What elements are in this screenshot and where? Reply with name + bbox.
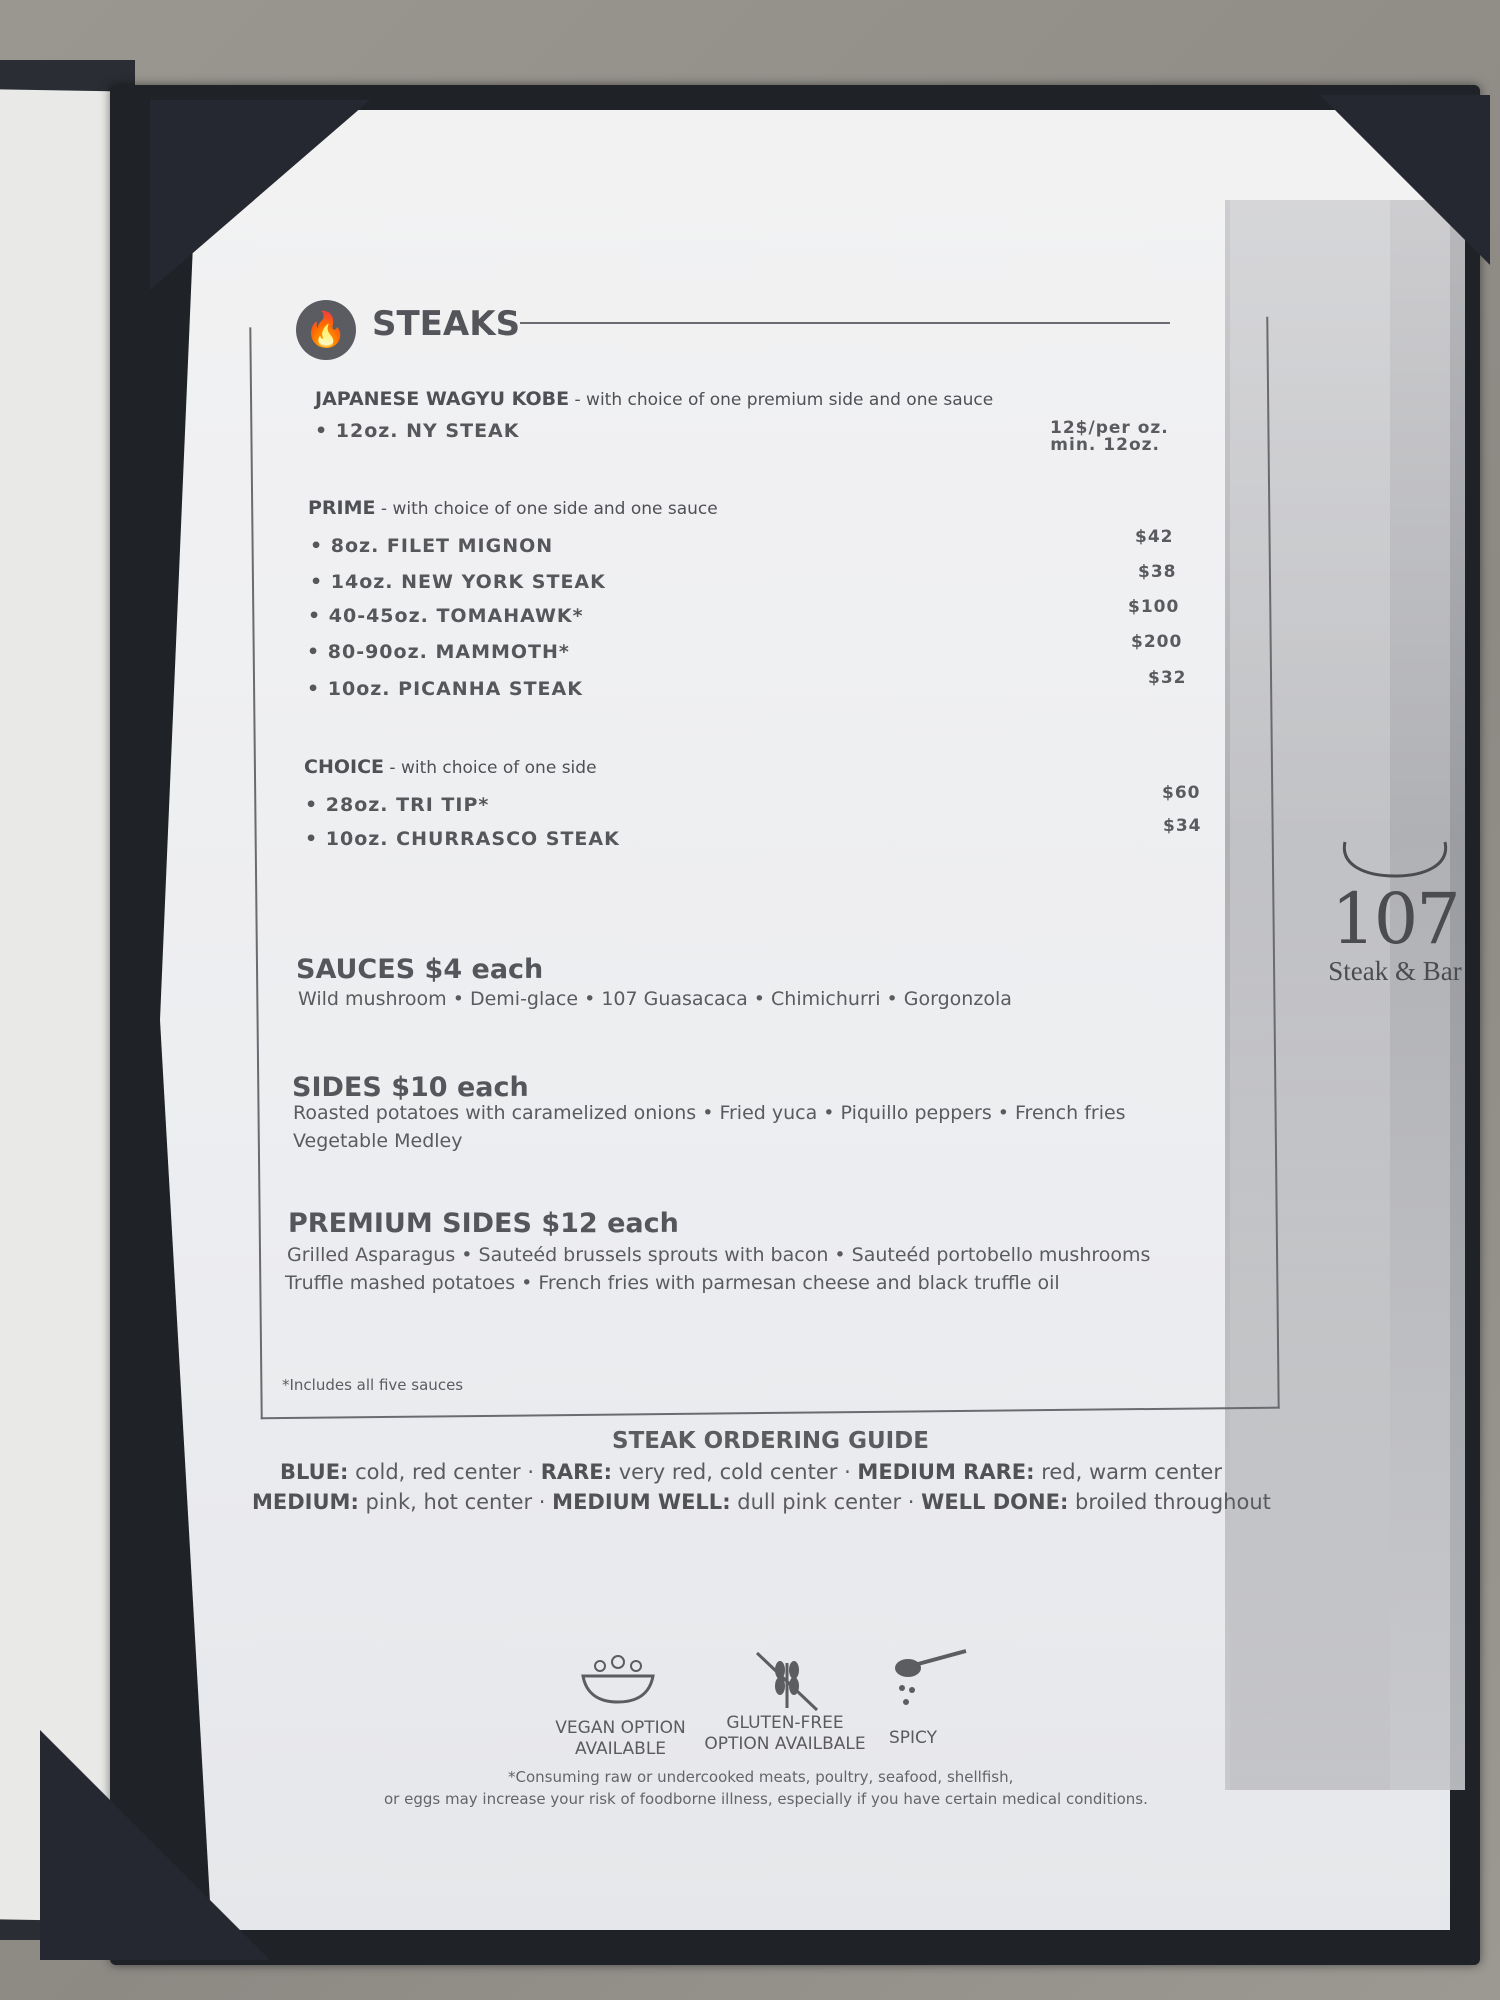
premium-sides-list: Truffle mashed potatoes • French fries with parmesan cheese and black truffle oil [285,1272,1060,1294]
doneness-term: RARE: [540,1460,613,1484]
flame-icon: 🔥 [296,300,356,360]
price-line: 12$/per oz. [1050,418,1169,438]
legend-text: GLUTEN-FREE [726,1713,844,1733]
ordering-guide-line [280,1460,1222,1484]
doneness-desc: dull pink center · [730,1490,922,1514]
menu-item: • 8oz. FILET MIGNON [310,535,554,557]
price: $60 [1162,783,1201,803]
doneness-term: BLUE: [280,1460,349,1484]
category-note: - with choice of one side and one sauce [375,499,718,519]
ordering-guide-title: STEAK ORDERING GUIDE [612,1428,929,1454]
premium-sides-title: PREMIUM SIDES $12 each [288,1208,679,1239]
price: $200 [1131,632,1183,652]
gluten-free-label [700,1713,870,1756]
price: $42 [1135,527,1174,547]
ordering-guide-line [252,1490,1271,1514]
category-note: - with choice of one premium side and one sauce [569,390,994,410]
doneness-desc: red, warm center [1034,1460,1222,1484]
section-title: STEAKS [372,304,521,344]
doneness-term: MEDIUM WELL: [552,1490,731,1514]
doneness-term: MEDIUM: [252,1490,359,1514]
menu-item: • 14oz. NEW YORK STEAK [310,571,606,593]
doneness-desc: broiled throughout [1068,1490,1271,1514]
doneness-desc: pink, hot center · [358,1490,553,1514]
menu-item: • 80-90oz. MAMMOTH* [307,641,570,663]
category-name: PRIME [308,497,376,519]
left-page [0,89,110,1922]
footnote: *Includes all five sauces [282,1376,464,1394]
category-note: - with choice of one side [384,758,597,778]
price: $32 [1148,668,1187,688]
doneness-term: MEDIUM RARE: [857,1460,1035,1484]
menu-item: • 10oz. CHURRASCO STEAK [305,828,620,850]
menu-item: • 28oz. TRI TIP* [305,794,490,816]
spicy-spoon-icon [890,1648,970,1718]
sauces-list: Wild mushroom • Demi-glace • 107 Guasacaca • Chimichurri • Gorgonzola [298,988,1012,1010]
category-wagyu [315,388,993,410]
vegan-label [548,1718,693,1761]
doneness-desc: very red, cold center · [612,1460,858,1484]
menu-item: • 10oz. PICANHA STEAK [307,678,583,700]
menu-item: • 12oz. NY STEAK [315,420,520,442]
category-name: CHOICE [304,756,384,778]
brand-number: 107 [1331,878,1459,960]
doneness-desc: cold, red center · [348,1460,541,1484]
category-choice [304,756,597,778]
bull-horns-icon [1325,840,1465,880]
sides-title: SIDES $10 each [292,1072,529,1103]
gluten-free-icon [752,1648,822,1713]
legend-text: OPTION AVAILBALE [704,1734,866,1755]
disclaimer-line: or eggs may increase your risk of foodborne illness, especially if you have certain medical conditions. [384,1790,1148,1808]
legend-text: VEGAN OPTION [555,1718,686,1738]
category-name: JAPANESE WAGYU KOBE [315,388,570,410]
sauces-title: SAUCES $4 each [296,954,544,985]
spicy-label: SPICY [888,1728,937,1748]
legend-text: AVAILABLE [574,1739,667,1760]
price: $34 [1163,816,1202,836]
disclaimer-line: *Consuming raw or undercooked meats, poultry, seafood, shellfish, [508,1768,1014,1786]
menu-item: • 40-45oz. TOMAHAWK* [308,605,584,627]
category-prime [308,497,718,519]
vegan-bowl-icon [578,1648,658,1708]
premium-sides-list: Grilled Asparagus • Sauteéd brussels sprouts with bacon • Sauteéd portobello mushrooms [287,1244,1151,1266]
brand-tagline: Steak & Bar [1328,956,1462,986]
price [1050,418,1169,455]
brand-logo [1300,840,1490,987]
sides-list: Roasted potatoes with caramelized onions • Fried yuca • Piquillo peppers • French fries [293,1102,1126,1124]
price: $100 [1128,597,1180,617]
steaks-frame-top [520,322,1170,324]
doneness-term: WELL DONE: [921,1490,1069,1514]
price: $38 [1138,562,1177,582]
price-line: min. 12oz. [1050,435,1160,455]
sides-list: Vegetable Medley [293,1130,463,1152]
